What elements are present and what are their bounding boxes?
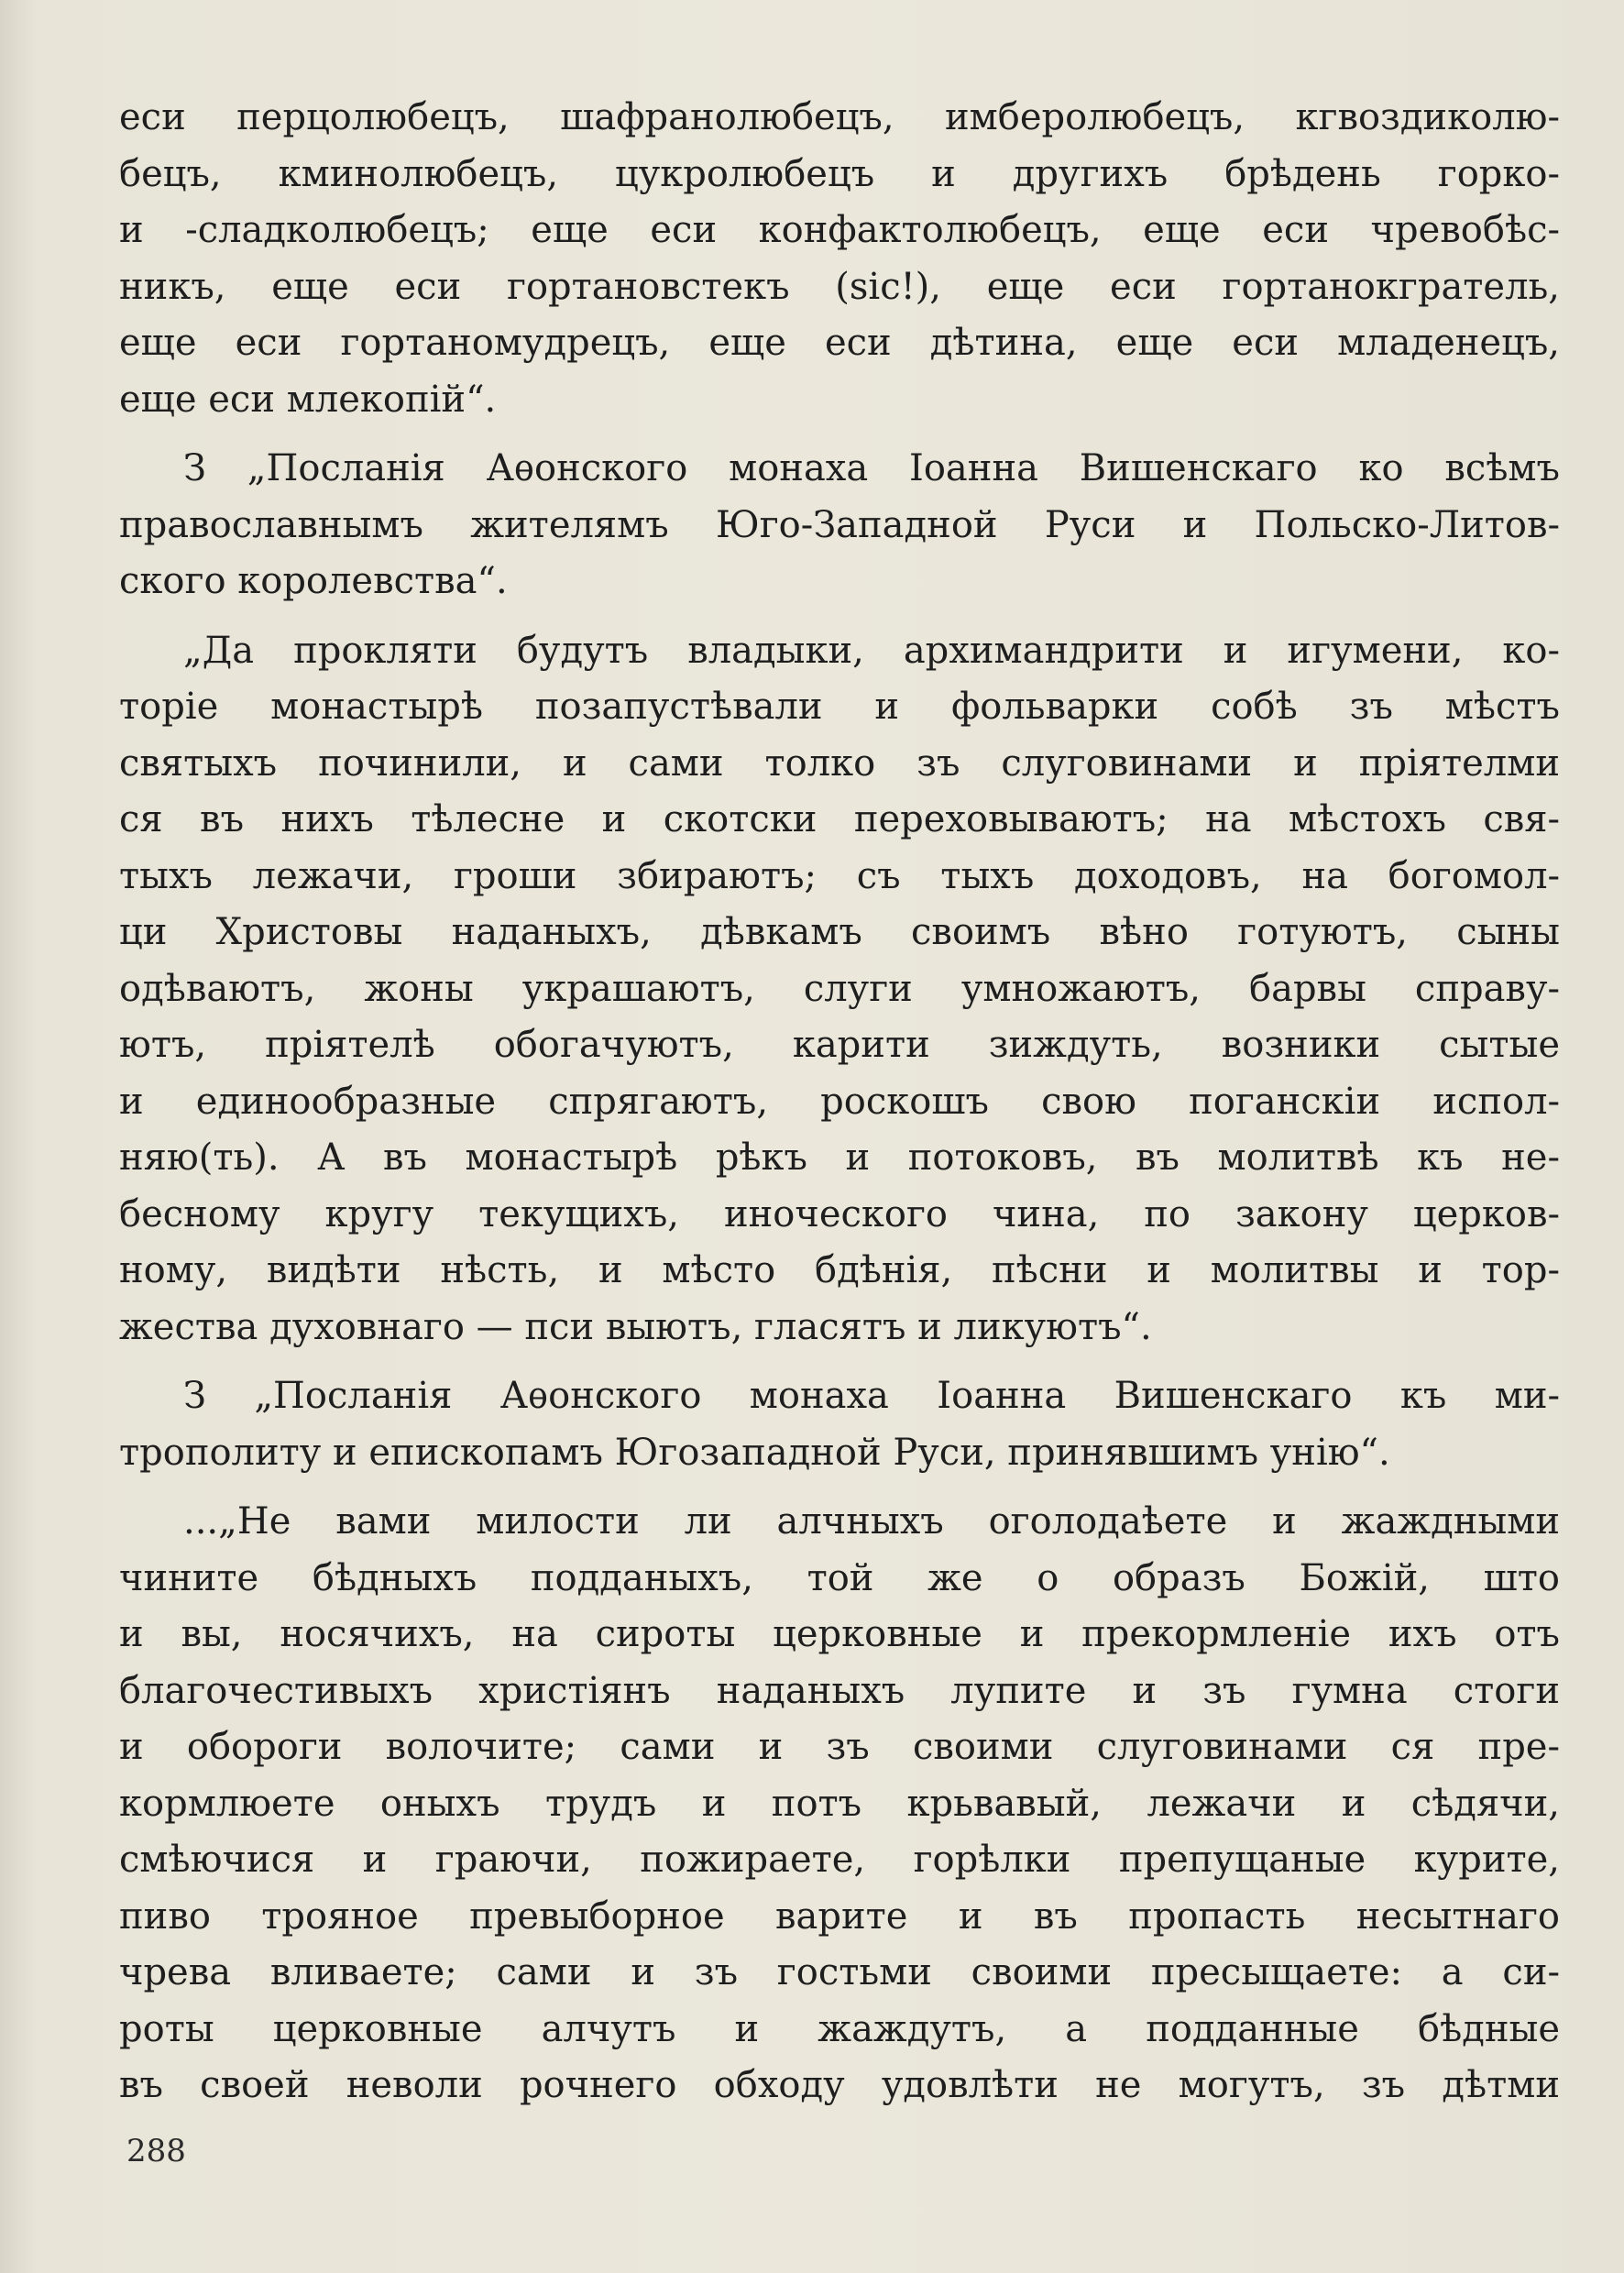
text-line: пиво трояное превыборное варите и въ пропасть несытнаго [119, 1894, 1560, 1938]
text-line: няю(ть). А въ монастырѣ рѣкъ и потоковъ, въ молитвѣ къ не- [119, 1136, 1560, 1179]
text-line: жества духовнаго — пси выютъ, гласятъ и ликуютъ“. [119, 1305, 1152, 1348]
text-line: православнымъ жителямъ Юго-Западной Руси и Польско-Литов- [119, 503, 1560, 546]
paragraph-1 [119, 90, 1560, 428]
text-line: смѣючися и граючи, пожираете, горѣлки препущаные курите, [119, 1839, 1560, 1881]
text-line: ютъ, пріятелѣ обогачуютъ, карити зиждуть, возники сытые [119, 1024, 1560, 1066]
text-line: кормлюете оныхъ трудъ и потъ крьвавый, лежачи и сѣдячи, [119, 1782, 1560, 1825]
text-line: роты церковные алчутъ и жаждутъ, а подданные бѣдные [119, 2007, 1560, 2050]
text-line: ского королевства“. [119, 560, 508, 602]
text-line: и вы, носячихъ, на сироты церковные и прекормленіе ихъ отъ [119, 1613, 1560, 1655]
page-number: 288 [126, 2133, 186, 2169]
text-line: и -сладколюбецъ; еще еси конфактолюбецъ, еще еси чревобѣс- [119, 209, 1560, 251]
text-line: и единообразные спрягаютъ, роскошъ свою поганскіи испол- [119, 1080, 1560, 1123]
text-line: и обороги волочите; сами и зъ своими слуговинами ся пре- [119, 1726, 1560, 1768]
text-line: ся въ нихъ тѣлесне и скотски переховываютъ; на мѣстохъ свя- [119, 798, 1560, 840]
text-line: ци Христовы наданыхъ, дѣвкамъ своимъ вѣно готуютъ, сыны [119, 911, 1560, 953]
text-line: еще еси гортаномудрецъ, еще еси дѣтина, еще еси младенецъ, [119, 322, 1560, 364]
text-line: ...„Не вами милости ли алчныхъ оголодаѣете и жаждными [183, 1500, 1560, 1543]
text-line: чрева вливаете; сами и зъ гостьми своими пресыщаете: а си- [119, 1951, 1560, 1993]
text-line: торіе монастырѣ позапустѣвали и фольварки собѣ зъ мѣстъ [119, 686, 1560, 728]
text-line: бесному кругу текущихъ, иноческого чина, по закону церков- [119, 1192, 1560, 1235]
text-line: въ своей неволи рочнего обходу удовлѣти не могутъ, зъ дѣтми [119, 2064, 1560, 2106]
paragraph-2-heading [119, 441, 1560, 610]
text-line: еще еси млекопій“. [119, 378, 497, 421]
paragraph-3-quote [119, 623, 1560, 1356]
text-line: благочестивыхъ христіянъ наданыхъ лупите и зъ гумна стоги [119, 1669, 1560, 1712]
paragraph-4-heading [119, 1368, 1560, 1481]
text-line: чините бѣдныхъ подданыхъ, той же о образъ Божій, што [119, 1556, 1560, 1599]
text-line: бецъ, кминолюбецъ, цукролюбецъ и другихъ брѣдень горко- [119, 152, 1560, 195]
text-line: ному, видѣти нѣсть, и мѣсто бдѣнія, пѣсни и молитвы и тор- [119, 1249, 1560, 1291]
text-line: трополиту и епископамъ Югозападной Руси, принявшимъ унію“. [119, 1431, 1390, 1474]
text-line: „Да прокляти будутъ владыки, архимандрити и игумени, ко- [183, 629, 1560, 672]
text-line: З „Посланія Аѳонского монаха Іоанна Вишенскаго къ ми- [183, 1375, 1560, 1417]
text-line: святыхъ починили, и сами толко зъ слуговинами и пріятелми [119, 741, 1560, 785]
text-line: З „Посланія Аѳонского монаха Іоанна Вишенскаго ко всѣмъ [183, 447, 1560, 489]
text-line: никъ, еще еси гортановстекъ (sic!), еще еси гортанокгратель, [119, 265, 1560, 308]
text-line: тыхъ лежачи, гроши збираютъ; съ тыхъ доходовъ, на богомол- [119, 854, 1560, 897]
text-line: еси перцолюбецъ, шафранолюбецъ, имберолюбецъ, кгвоздиколю- [119, 96, 1560, 138]
text-line: одѣваютъ, жоны украшаютъ, слуги умножаютъ, барвы справу- [119, 967, 1560, 1010]
page-body-text [119, 90, 1560, 2127]
paragraph-5-quote [119, 1494, 1560, 2114]
